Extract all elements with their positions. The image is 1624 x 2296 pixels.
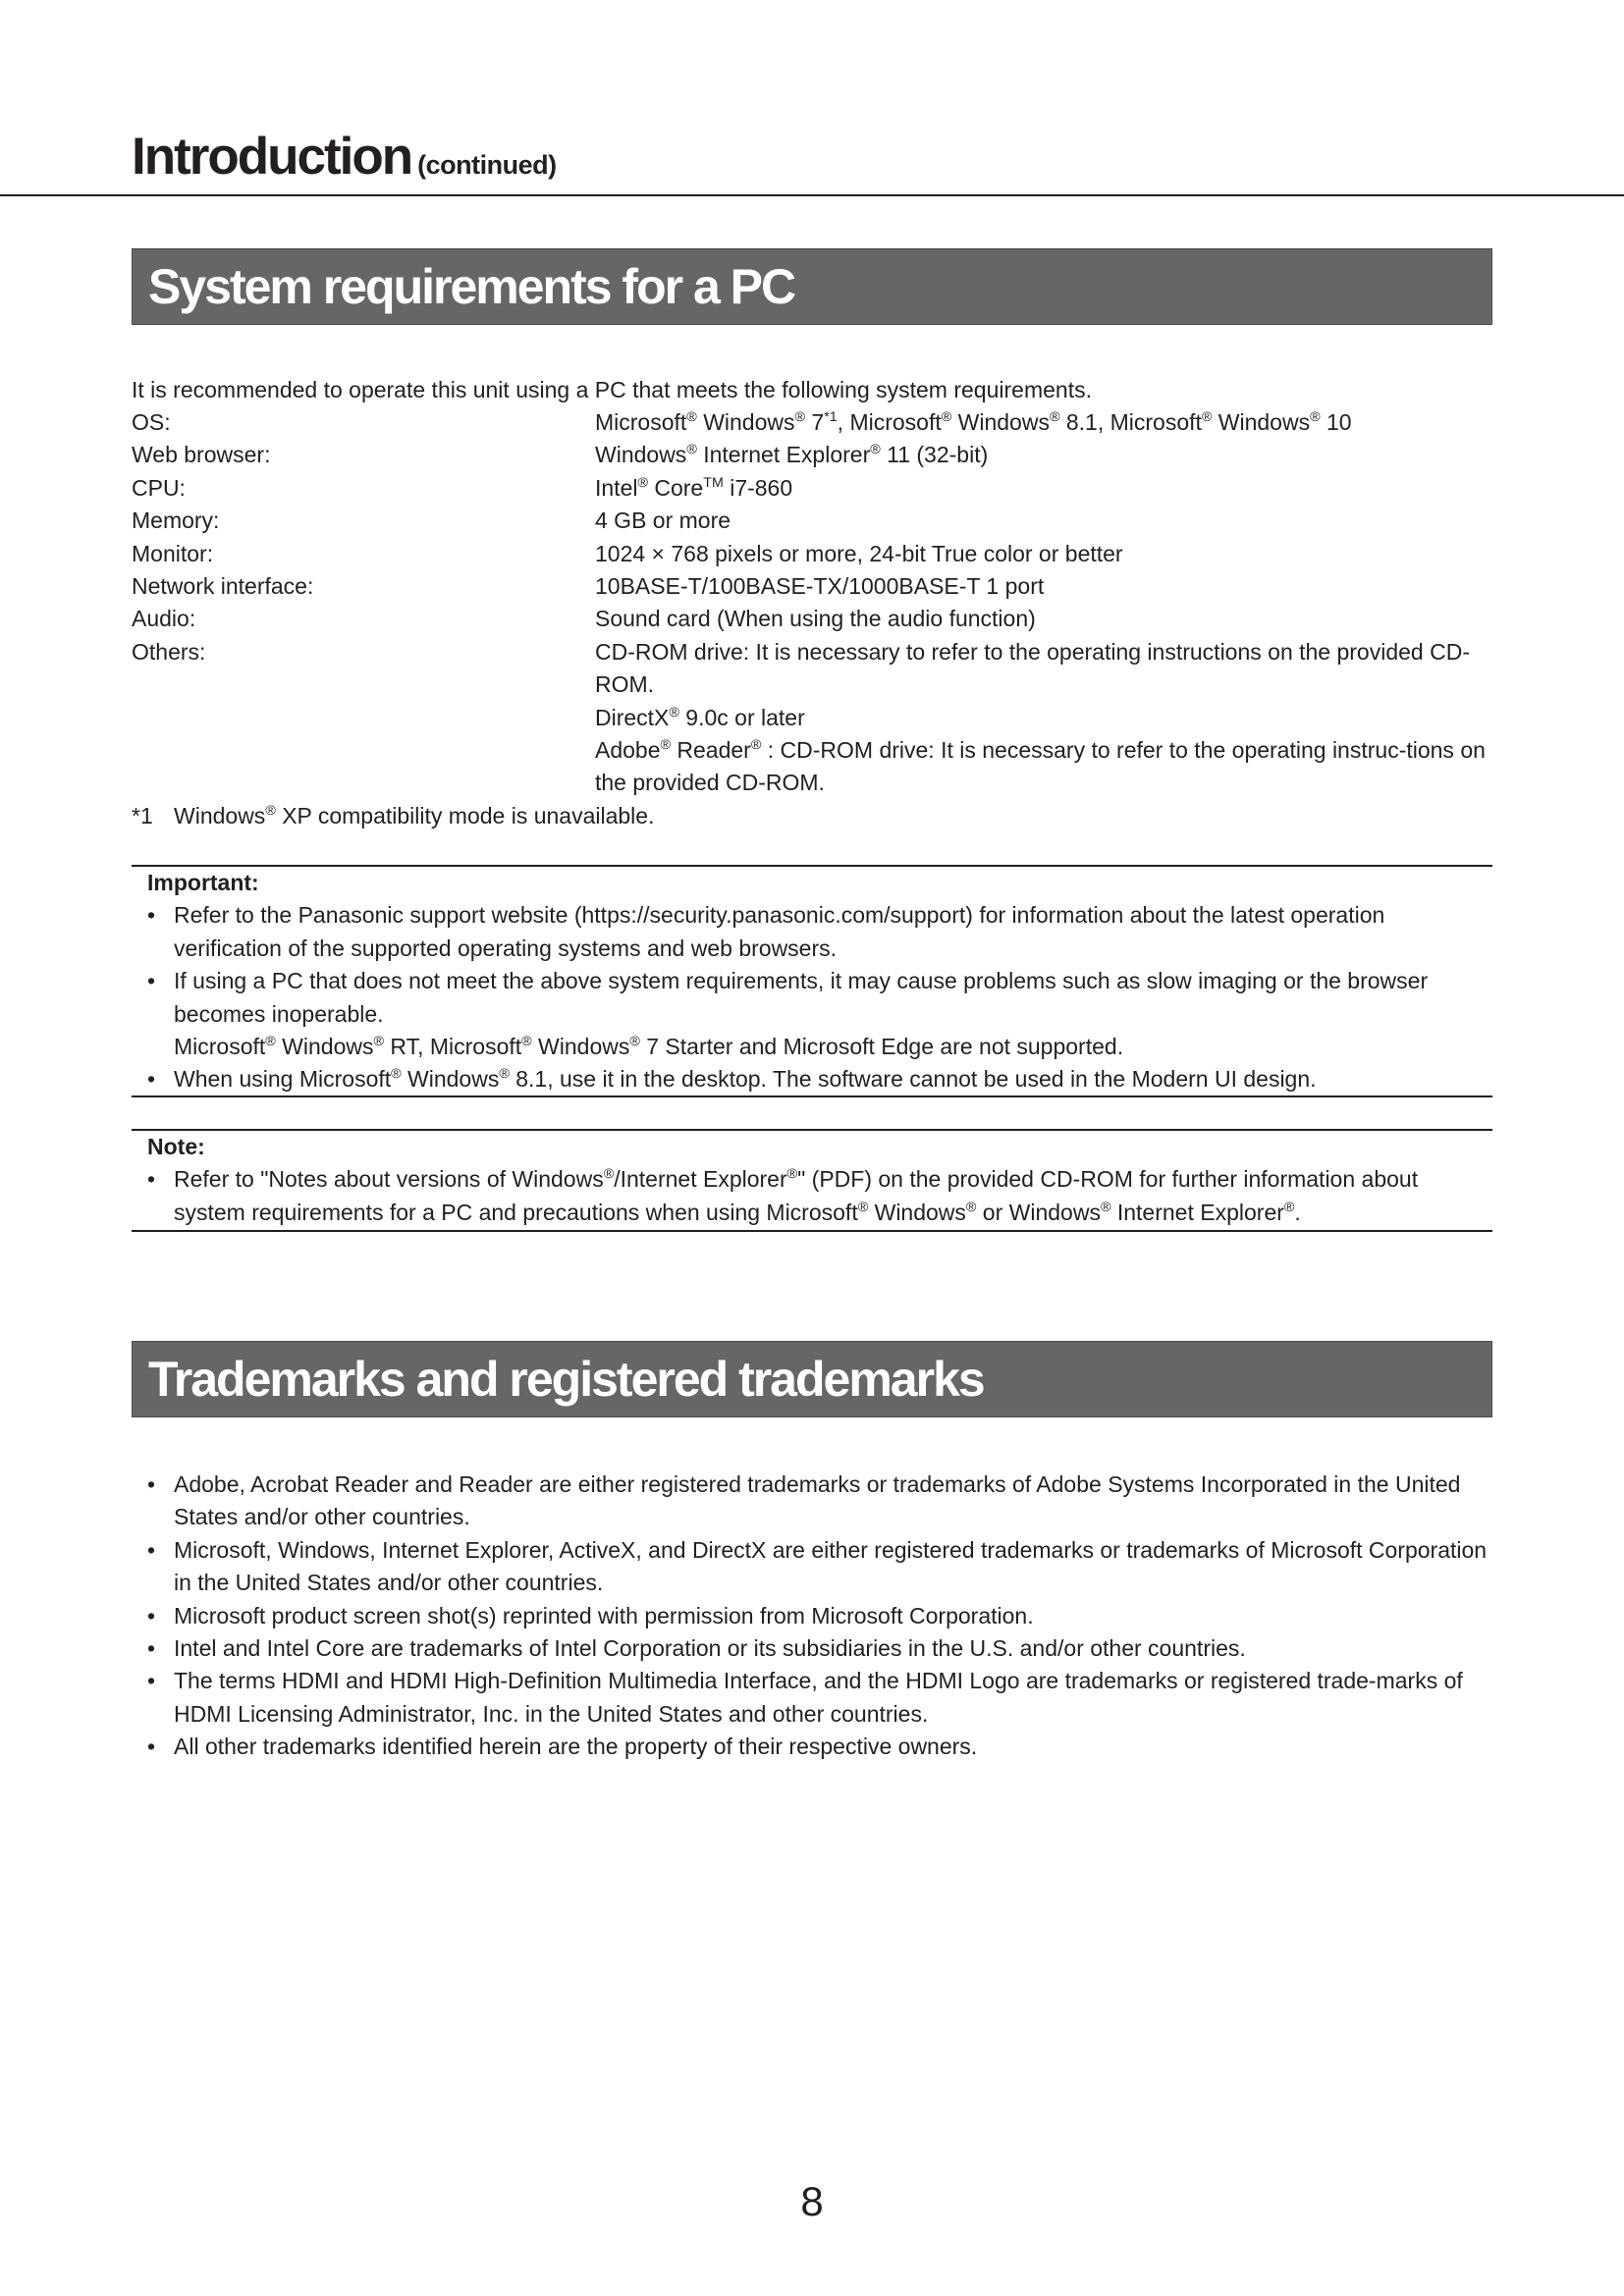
row-value-others	[595, 636, 1492, 800]
page-number: 8	[800, 2178, 824, 2224]
row-label-monitor: Monitor:	[132, 540, 214, 566]
list-item: • When using Microsoft® Windows® 8.1, use it in the desktop. The software cannot be used in the Modern UI design.	[147, 1066, 1317, 1093]
note-list	[132, 1163, 1492, 1229]
section-heading-system-requirements	[132, 248, 1492, 325]
row-value-network: 10BASE-T/100BASE-TX/1000BASE-T 1 port	[595, 573, 1045, 600]
chapter-title	[132, 126, 557, 196]
list-item: • Refer to "Notes about versions of Windows®/Internet Explorer®" (PDF) on the provided CD-ROM for further information about system requirements for a PC and precautions when using Microsoft® Windows® or Windows® Internet Explorer®.	[147, 1166, 1419, 1225]
row-value-memory: 4 GB or more	[595, 507, 731, 534]
row-value-os: Microsoft® Windows® 7$^{*1}$, Microsoft® Windows® 8.1, Microsoft® Windows® 10	[595, 409, 1352, 435]
list-item: • Microsoft product screen shot(s) reprinted with permission from Microsoft Corporation.	[147, 1602, 1034, 1629]
list-item: • All other trademarks identified herein are the property of their respective owners.	[147, 1734, 978, 1760]
row-label-network: Network interface:	[132, 573, 314, 600]
table-row	[132, 538, 1492, 570]
others-adobe: Adobe® Reader® : CD-ROM drive: It is necessary to refer to the operating instruc-tions on the provided CD-ROM.	[595, 737, 1486, 796]
others-directx: DirectX® 9.0c or later	[595, 704, 805, 730]
table-row	[132, 570, 1492, 603]
system-requirements-table	[132, 406, 1492, 800]
section-heading-text: Trademarks and registered trademarks	[148, 1352, 984, 1407]
table-row	[132, 472, 1492, 505]
table-row	[132, 636, 1492, 800]
note-title: Note:	[147, 1134, 205, 1159]
section-heading-text: System requirements for a PC	[148, 259, 795, 314]
row-value-audio: Sound card (When using the audio function)	[595, 606, 1036, 632]
list-item: • Intel and Intel Core are trademarks of Intel Corporation or its subsidiaries in the U.S. and/or other countries.	[147, 1635, 1246, 1662]
table-row	[132, 439, 1492, 471]
important-list	[132, 899, 1492, 1095]
list-item: • Adobe, Acrobat Reader and Reader are either registered trademarks or trademarks of Adobe Systems Incorporated in the United States and/or other countries.	[147, 1471, 1461, 1530]
row-label-web-browser: Web browser:	[132, 442, 271, 468]
footnote-mark: *1	[132, 803, 153, 828]
footnote: *1 Windows® XP compatibility mode is unavailable.	[132, 800, 1492, 832]
page-header	[0, 126, 1624, 196]
table-row	[132, 505, 1492, 537]
row-value-web-browser: Windows® Internet Explorer® 11 (32-bit)	[595, 442, 989, 468]
row-label-memory: Memory:	[132, 507, 220, 534]
list-item: • If using a PC that does not meet the above system requirements, it may cause problems such as slow imaging or the browser becomes inoperable. Microsoft® Windows® RT, Microsoft® Windows® 7 Starter and Microsoft Edge are not supported.	[147, 968, 1429, 1060]
trademarks-list	[132, 1468, 1492, 1764]
list-item: • Refer to the Panasonic support website (https://security.panasonic.com/support) for information about the latest operation verification of the supported operating systems and web browsers.	[147, 902, 1385, 961]
list-item: • The terms HDMI and HDMI High-Definition Multimedia Interface, and the HDMI Logo are trademarks or registered trade-marks of HDMI Licensing Administrator, Inc. in the United States and other countries.	[147, 1668, 1463, 1727]
row-label-audio: Audio:	[132, 606, 196, 632]
row-label-others: Others:	[132, 638, 206, 665]
chapter-title-text: Introduction	[132, 128, 412, 186]
table-row	[132, 406, 1492, 439]
row-label-cpu: CPU:	[132, 474, 186, 501]
table-row	[132, 603, 1492, 635]
system-requirements-intro: It is recommended to operate this unit using a PC that meets the following system requirements.	[132, 377, 1092, 402]
others-cdrom: CD-ROM drive: It is necessary to refer to the operating instructions on the provided CD-ROM.	[595, 638, 1470, 698]
important-box	[132, 865, 1492, 1097]
footnote-ref: *1	[824, 409, 838, 426]
important-title: Important:	[147, 870, 259, 895]
row-value-monitor: 1024 × 768 pixels or more, 24-bit True color or better	[595, 540, 1123, 566]
list-item: • Microsoft, Windows, Internet Explorer, ActiveX, and DirectX are either registered trademarks or trademarks of Microsoft Corporation in the United States and/or other countries.	[147, 1536, 1488, 1596]
row-value-cpu: Intel® Core™ i7-860	[595, 474, 793, 501]
row-label-os: OS:	[132, 409, 171, 435]
chapter-title-suffix: (continued)	[417, 150, 557, 180]
note-box	[132, 1129, 1492, 1232]
section-heading-trademarks	[132, 1341, 1492, 1417]
